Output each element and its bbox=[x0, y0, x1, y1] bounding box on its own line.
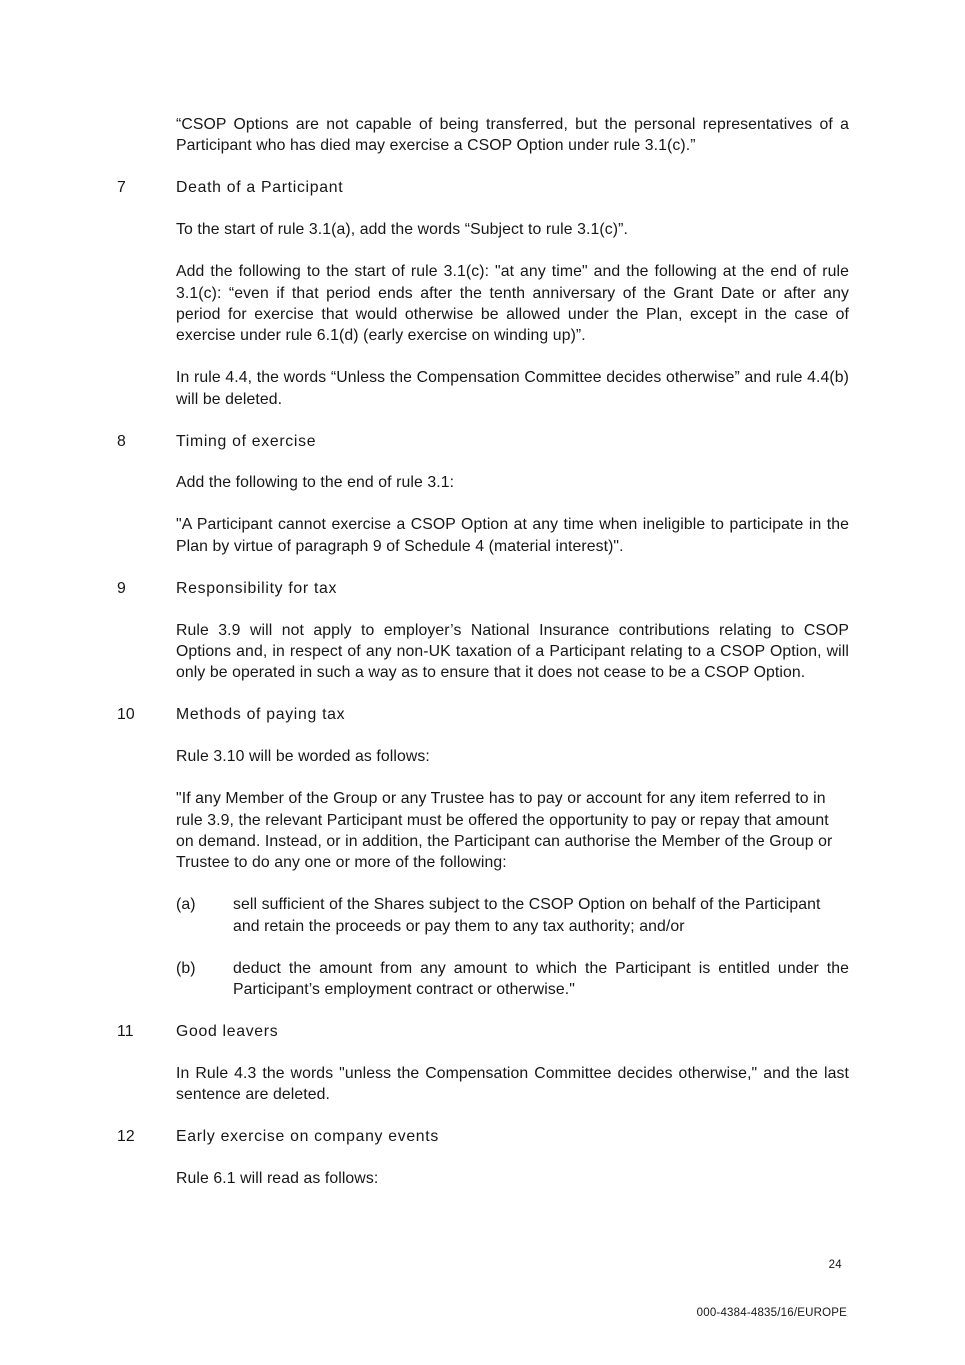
list-item-text: deduct the amount from any amount to which the Participant is entitled under the Participant’s employment contract or otherwise." bbox=[233, 959, 849, 998]
section-title: Early exercise on company events bbox=[176, 1128, 439, 1146]
section-number: 10 bbox=[117, 706, 135, 724]
paragraph: "A Participant cannot exercise a CSOP Option at any time when ineligible to participate in the Plan by virtue of paragraph 9 of Schedule 4 (material interest)". bbox=[176, 516, 849, 555]
paragraph: In Rule 4.3 the words "unless the Compensation Committee decides otherwise," and the last sentence are deleted. bbox=[176, 1064, 849, 1104]
paragraph: Rule 3.10 will be worded as follows: bbox=[176, 748, 430, 766]
section-title: Death of a Participant bbox=[176, 179, 344, 197]
document-body bbox=[117, 114, 849, 1210]
section-heading bbox=[117, 1126, 849, 1147]
paragraph: Add the following to the start of rule 3.1(c): "at any time" and the following at the end of rule 3.1(c): “even if that period ends after the tenth anniversary of the Grant Date or after any period for exercise that would otherwise be allowed under the Plan, except in the case of exercise under rule 6.1(d) (early exercise on winding up)”. bbox=[176, 263, 849, 345]
paragraph: Rule 6.1 will read as follows: bbox=[176, 1170, 379, 1187]
document-reference: 000-4384-4835/16/EUROPE bbox=[696, 1307, 847, 1319]
list-item-label: (a) bbox=[176, 896, 196, 914]
list-item-text: sell sufficient of the Shares subject to the CSOP Option on behalf of the Participant and retain the proceeds or pay them to any tax authority; and/or bbox=[233, 896, 821, 935]
section-title: Responsibility for tax bbox=[176, 579, 338, 597]
list-item-label: (b) bbox=[176, 959, 196, 977]
paragraph: Add the following to the end of rule 3.1: bbox=[176, 474, 455, 492]
section-heading bbox=[117, 431, 849, 452]
section-number: 11 bbox=[117, 1022, 134, 1040]
section-number: 7 bbox=[117, 179, 126, 197]
list-item bbox=[176, 958, 849, 1001]
section-heading bbox=[117, 704, 849, 725]
paragraph: Rule 3.9 will not apply to employer’s National Insurance contributions relating to CSOP Options and, in respect of any non-UK taxation of a Participant relating to a CSOP Option, will only be operated in such a way as to ensure that it does not cease to be a CSOP Option. bbox=[176, 621, 849, 682]
section-title: Timing of exercise bbox=[176, 432, 317, 450]
section-heading bbox=[117, 1021, 849, 1042]
section-number: 12 bbox=[117, 1128, 135, 1146]
section-title: Methods of paying tax bbox=[176, 706, 346, 724]
section-heading bbox=[117, 578, 849, 599]
section-number: 8 bbox=[117, 432, 126, 450]
paragraph: "If any Member of the Group or any Trustee has to pay or account for any item referred to in rule 3.9, the relevant Participant must be offered the opportunity to pay or repay that amount on demand. Instead, or in addition, the Participant can authorise the Member of the Group or Trustee to do any one or more of the following: bbox=[176, 790, 833, 872]
paragraph: “CSOP Options are not capable of being transferred, but the personal representatives of a Participant who has died may exercise a CSOP Option under rule 3.1(c).” bbox=[176, 116, 849, 155]
page-number: 24 bbox=[828, 1259, 842, 1271]
section-heading bbox=[117, 177, 849, 198]
paragraph: In rule 4.4, the words “Unless the Compensation Committee decides otherwise” and rule 4.4(b) will be deleted. bbox=[176, 369, 849, 408]
paragraph: To the start of rule 3.1(a), add the words “Subject to rule 3.1(c)”. bbox=[176, 221, 628, 239]
list-item bbox=[176, 894, 849, 937]
section-number: 9 bbox=[117, 579, 126, 597]
section-title: Good leavers bbox=[176, 1022, 279, 1040]
